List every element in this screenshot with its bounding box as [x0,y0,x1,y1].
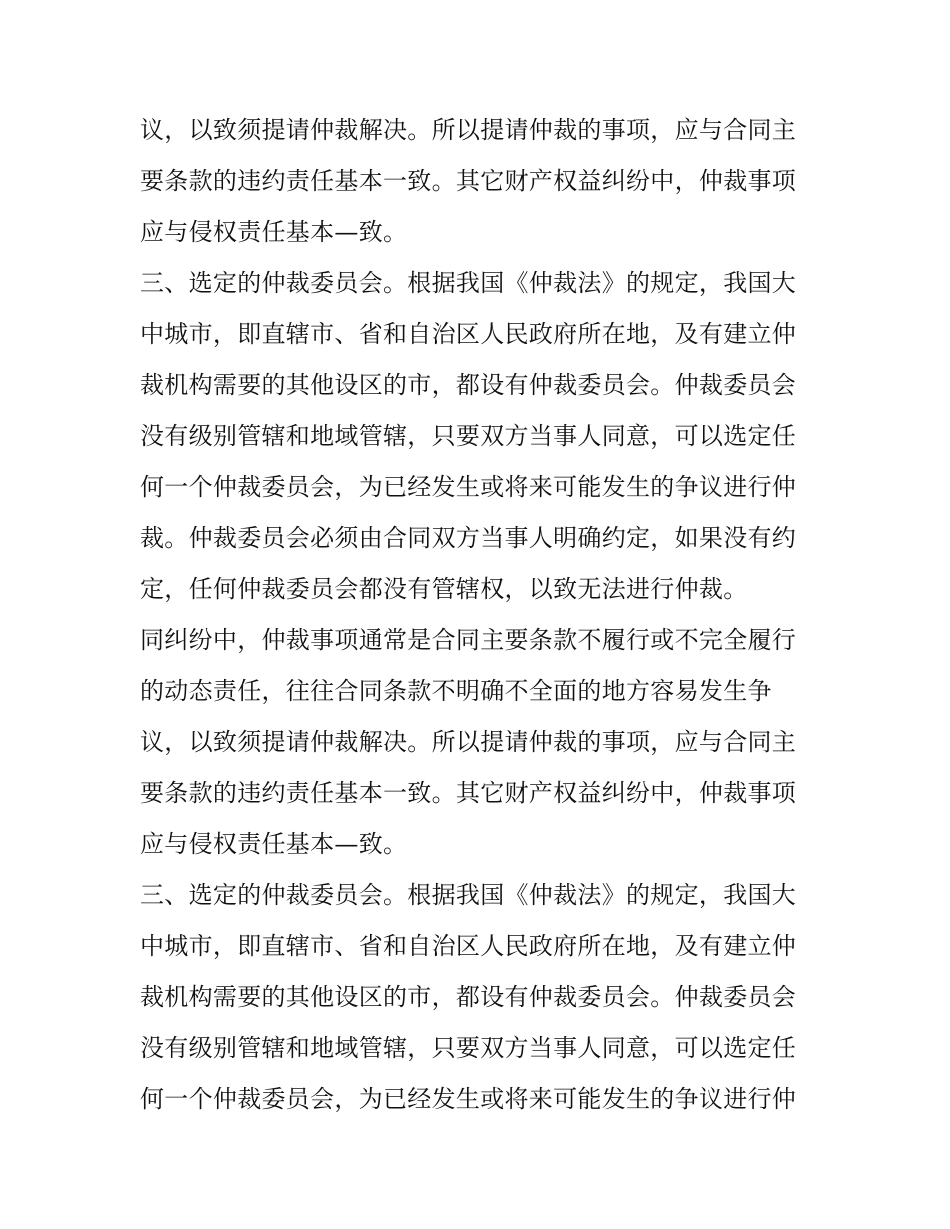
text-line: 裁机构需要的其他设区的市，都设有仲裁委员会。仲裁委员会 [140,371,797,399]
text-line: 裁机构需要的其他设区的市，都设有仲裁委员会。仲裁委员会 [140,983,797,1011]
text-line: 何一个仲裁委员会，为已经发生或将来可能发生的争议进行仲 [140,1085,797,1113]
text-line: 定，任何仲裁委员会都没有管辖权，以致无法进行仲裁。 [140,575,748,603]
text-line: 要条款的违约责任基本一致。其它财产权益纠纷中，仲裁事项 [140,779,797,807]
document-body [140,105,812,1125]
text-line: 议，以致须提请仲裁解决。所以提请仲裁的事项，应与合同主 [140,116,797,144]
text-line: 应与侵权责任基本—致。 [140,218,408,246]
text-line: 三、选定的仲裁委员会。根据我国《仲裁法》的规定，我国大 [140,269,797,297]
text-line: 议，以致须提请仲裁解决。所以提请仲裁的事项，应与合同主 [140,728,797,756]
text-line: 何一个仲裁委员会，为已经发生或将来可能发生的争议进行仲 [140,473,797,501]
text-line: 中城市，即直辖市、省和自治区人民政府所在地，及有建立仲 [140,320,797,348]
text-line: 没有级别管辖和地域管辖，只要双方当事人同意，可以选定任 [140,422,797,450]
text-line: 要条款的违约责任基本一致。其它财产权益纠纷中，仲裁事项 [140,167,797,195]
text-line: 没有级别管辖和地域管辖，只要双方当事人同意，可以选定任 [140,1034,797,1062]
text-line: 的动态责任，往往合同条款不明确不全面的地方容易发生争 [140,677,772,705]
text-line: 同纠纷中，仲裁事项通常是合同主要条款不履行或不完全履行 [140,626,797,654]
text-line: 应与侵权责任基本—致。 [140,830,408,858]
text-line: 三、选定的仲裁委员会。根据我国《仲裁法》的规定，我国大 [140,881,797,909]
text-line: 裁。仲裁委员会必须由合同双方当事人明确约定，如果没有约 [140,524,797,552]
text-line: 中城市，即直辖市、省和自治区人民政府所在地，及有建立仲 [140,932,797,960]
